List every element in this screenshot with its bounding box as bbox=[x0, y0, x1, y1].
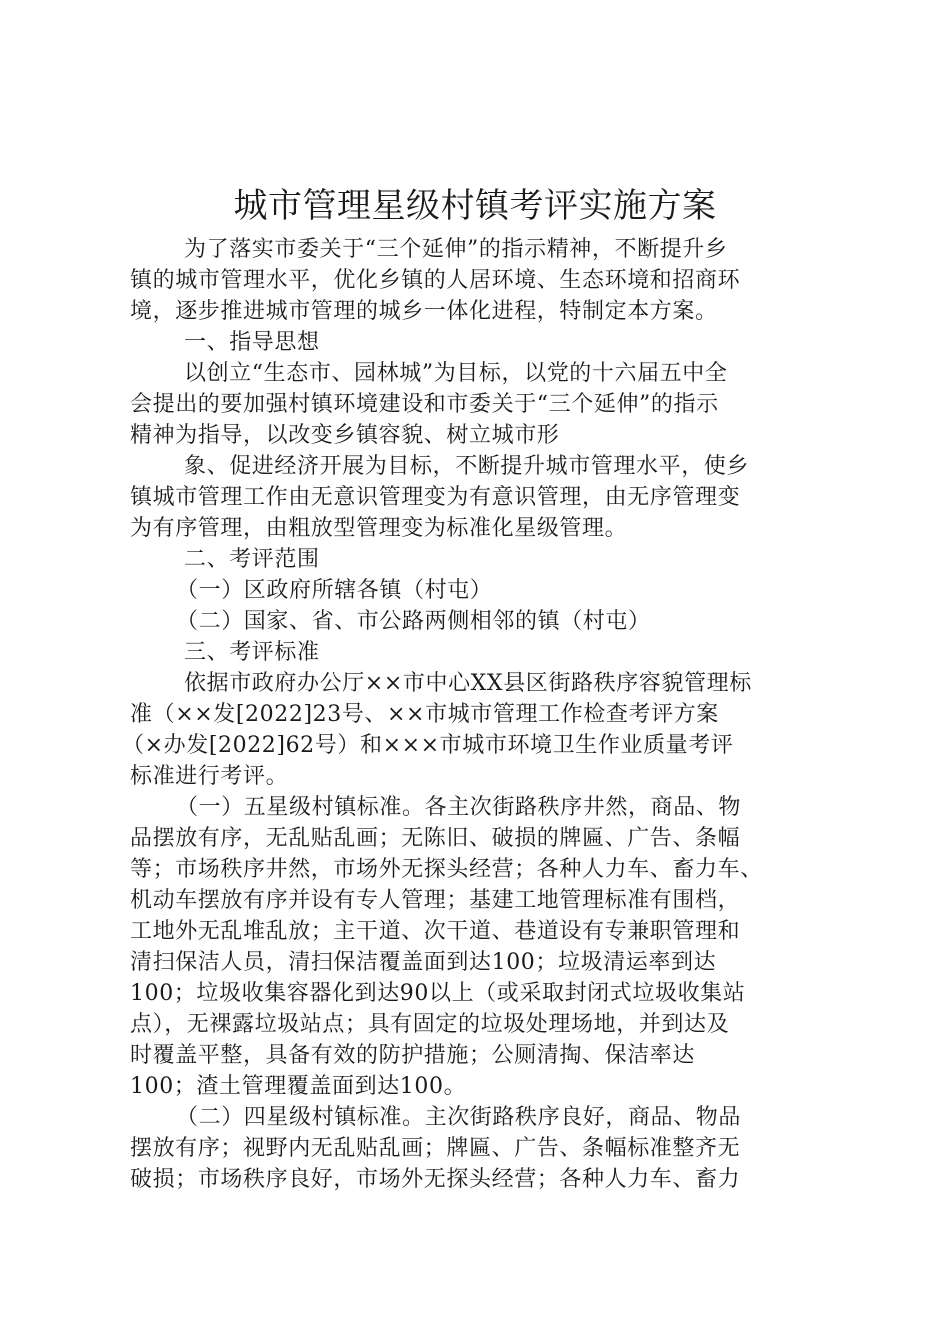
body-line: （二）国家、省、市公路两侧相邻的镇（村屯） bbox=[176, 609, 651, 634]
body-line: 为有序管理，由粗放型管理变为标准化星级管理。 bbox=[130, 516, 628, 541]
body-line: 精神为指导，以改变乡镇容貌、树立城市形 bbox=[130, 423, 560, 448]
body-line: 100；垃圾收集容器化到达90以上（或采取封闭式垃圾收集站 bbox=[130, 981, 746, 1006]
body-line: 镇的城市管理水平，优化乡镇的人居环境、生态环境和招商环 bbox=[130, 268, 741, 293]
body-line: 镇城市管理工作由无意识管理变为有意识管理，由无序管理变 bbox=[130, 485, 741, 510]
body-line: 破损；市场秩序良好，市场外无探头经营；各种人力车、畜力 bbox=[130, 1167, 741, 1192]
body-line: 机动车摆放有序并设有专人管理；基建工地管理标准有围档， bbox=[130, 888, 741, 913]
body-line: （×办发[2022]62号）和×××市城市环境卫生作业质量考评 bbox=[122, 733, 734, 758]
body-line: 依据市政府办公厅××市中心XX县区街路秩序容貌管理标 bbox=[184, 671, 752, 696]
body-line: 时覆盖平整，具备有效的防护措施；公厕清掏、保洁率达 bbox=[130, 1043, 696, 1068]
body-line: 工地外无乱堆乱放；主干道、次干道、巷道设有专兼职管理和 bbox=[130, 919, 741, 944]
body-line: 清扫保洁人员，清扫保洁覆盖面到达100；垃圾清运率到达 bbox=[130, 950, 717, 975]
body-line: 准（××发[2022]23号、××市城市管理工作检查考评方案 bbox=[130, 702, 719, 727]
body-line: （一）五星级村镇标准。各主次街路秩序井然，商品、物 bbox=[176, 795, 742, 820]
body-line: 等；市场秩序井然，市场外无探头经营；各种人力车、畜力车、 bbox=[130, 857, 763, 882]
body-line: （一）区政府所辖各镇（村屯） bbox=[176, 578, 493, 603]
body-line: 100；渣土管理覆盖面到达100。 bbox=[130, 1074, 467, 1099]
body-line: 以创立“生态市、园林城”为目标，以党的十六届五中全 bbox=[184, 361, 728, 386]
document-title: 城市管理星级村镇考评实施方案 bbox=[233, 186, 717, 226]
body-line: 象、促进经济开展为目标，不断提升城市管理水平，使乡 bbox=[184, 454, 750, 479]
section-heading: 三、考评标准 bbox=[184, 640, 320, 665]
body-line: 境，逐步推进城市管理的城乡一体化进程，特制定本方案。 bbox=[130, 299, 718, 324]
body-line: 标准进行考评。 bbox=[130, 764, 289, 789]
body-line: 品摆放有序，无乱贴乱画；无陈旧、破损的牌匾、广告、条幅 bbox=[130, 826, 741, 851]
section-heading: 二、考评范围 bbox=[184, 547, 320, 572]
body-line: （二）四星级村镇标准。主次街路秩序良好，商品、物品 bbox=[176, 1105, 742, 1130]
body-line: 会提出的要加强村镇环境建设和市委关于“三个延伸”的指示 bbox=[130, 392, 719, 417]
body-line: 点），无裸露垃圾站点；具有固定的垃圾处理场地，并到达及 bbox=[130, 1012, 730, 1037]
body-line: 为了落实市委关于“三个延伸”的指示精神，不断提升乡 bbox=[184, 237, 728, 262]
body-line: 摆放有序；视野内无乱贴乱画；牌匾、广告、条幅标准整齐无 bbox=[130, 1136, 741, 1161]
section-heading: 一、指导思想 bbox=[184, 330, 320, 355]
